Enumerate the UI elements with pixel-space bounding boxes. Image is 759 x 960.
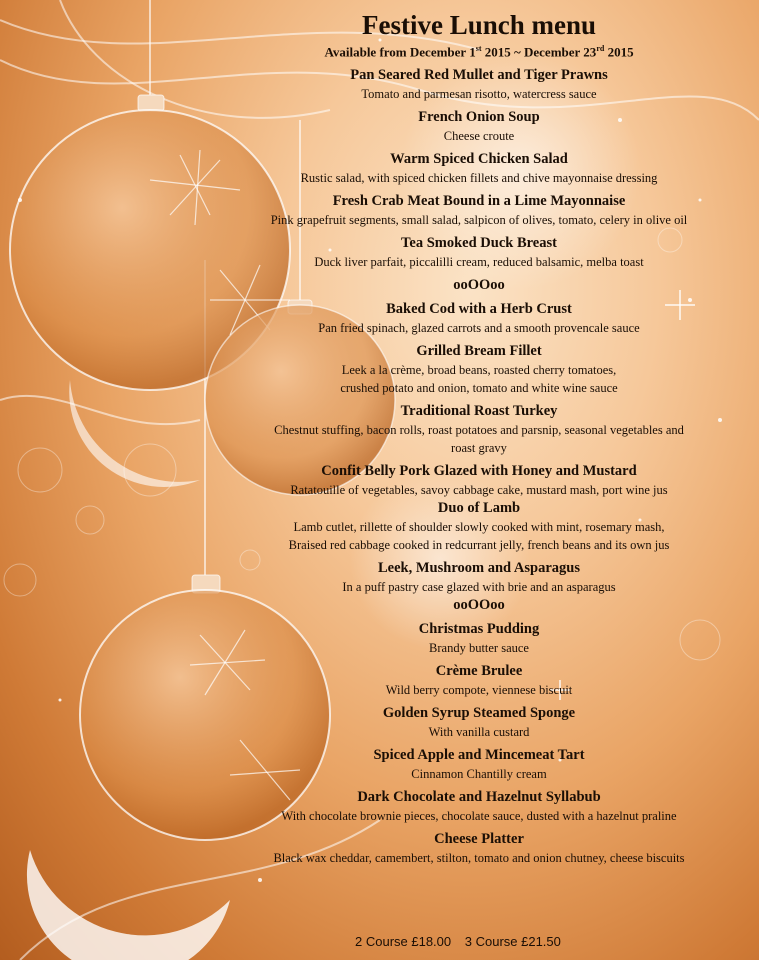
mains-section <box>215 300 743 596</box>
menu-item <box>215 704 743 741</box>
menu-item <box>215 402 743 457</box>
dish-description: With vanilla custard <box>428 725 530 740</box>
desserts-section <box>215 620 743 867</box>
dish-description: Rustic salad, with spiced chicken fillets and chive mayonnaise dressing <box>300 171 658 186</box>
three-course-price: 3 Course £21.50 <box>464 934 561 949</box>
dish-description-line-2: Braised red cabbage cooked in redcurrant jelly, french beans and its own jus <box>288 538 670 553</box>
dish-description-line-2: crushed potato and onion, tomato and white wine sauce <box>340 381 618 396</box>
dish-name: Tea Smoked Duck Breast <box>401 235 557 252</box>
menu-item <box>215 499 743 554</box>
availability-dates <box>215 40 743 61</box>
menu-item <box>215 342 743 397</box>
dish-description: Cinnamon Chantilly cream <box>411 767 547 782</box>
dish-description-line-2: roast gravy <box>451 441 507 456</box>
menu-item <box>215 108 743 145</box>
menu-item <box>215 300 743 337</box>
course-separator: ooOOoo <box>453 597 505 614</box>
dish-description: Pan fried spinach, glazed carrots and a smooth provencale sauce <box>318 321 640 336</box>
dish-description: Tomato and parmesan risotto, watercress sauce <box>361 87 597 102</box>
dish-name: Fresh Crab Meat Bound in a Lime Mayonnaise <box>332 193 626 210</box>
menu-title: Festive Lunch menu <box>361 10 596 40</box>
dish-name: Pan Seared Red Mullet and Tiger Prawns <box>350 67 608 84</box>
menu-item <box>215 662 743 699</box>
two-course-price: 2 Course £18.00 <box>355 934 452 949</box>
menu-item <box>215 192 743 229</box>
dish-name: Cheese Platter <box>434 831 524 848</box>
subtitle-ordinal-2: rd <box>596 44 605 53</box>
dish-name: Baked Cod with a Herb Crust <box>386 301 572 318</box>
dish-description: Pink grapefruit segments, small salad, salpicon of olives, tomato, celery in olive oil <box>270 213 688 228</box>
dish-name: Duo of Lamb <box>437 500 521 517</box>
menu-item <box>215 66 743 103</box>
dish-description: Cheese croute <box>443 129 515 144</box>
dish-name: Grilled Bream Fillet <box>416 343 542 360</box>
dish-description: Chestnut stuffing, bacon rolls, roast potatoes and parsnip, seasonal vegetables and <box>274 423 684 438</box>
dish-name: Warm Spiced Chicken Salad <box>390 151 568 168</box>
dish-name: Crème Brulee <box>435 663 523 680</box>
dish-name: French Onion Soup <box>418 109 540 126</box>
dish-name: Confit Belly Pork Glazed with Honey and Mustard <box>321 463 637 480</box>
menu-item <box>215 234 743 271</box>
dish-description: With chocolate brownie pieces, chocolate sauce, dusted with a hazelnut praline <box>281 809 677 824</box>
subtitle-start: Available from December 1 <box>324 44 476 60</box>
dish-description: Lamb cutlet, rillette of shoulder slowly cooked with mint, rosemary mash, <box>293 520 665 535</box>
subtitle-end: 2015 <box>604 44 634 60</box>
subtitle-middle: 2015 ~ December 23 <box>481 44 597 60</box>
menu-item <box>215 150 743 187</box>
menu-item <box>215 620 743 657</box>
dish-name: Golden Syrup Steamed Sponge <box>382 705 576 722</box>
festive-menu <box>215 10 743 867</box>
dish-name: Christmas Pudding <box>418 621 540 638</box>
menu-item <box>215 788 743 825</box>
dish-description: Brandy butter sauce <box>429 641 529 656</box>
dish-name: Dark Chocolate and Hazelnut Syllabub <box>357 789 601 806</box>
dish-name: Spiced Apple and Mincemeat Tart <box>373 747 585 764</box>
menu-item <box>215 830 743 867</box>
dish-name: Traditional Roast Turkey <box>400 403 558 420</box>
dish-description: Wild berry compote, viennese biscuit <box>385 683 573 698</box>
menu-item <box>215 462 743 499</box>
course-prices <box>355 934 571 949</box>
starters-section <box>215 66 743 271</box>
menu-item <box>215 559 743 596</box>
dish-description: Leek a la crème, broad beans, roasted cherry tomatoes, <box>341 363 617 378</box>
menu-item <box>215 746 743 783</box>
dish-description: In a puff pastry case glazed with brie and an asparagus <box>342 580 616 595</box>
dish-description: Duck liver parfait, piccalilli cream, reduced balsamic, melba toast <box>314 255 644 270</box>
dish-description: Ratatouille of vegetables, savoy cabbage cake, mustard mash, port wine jus <box>290 483 668 498</box>
dish-description: Black wax cheddar, camembert, stilton, tomato and onion chutney, cheese biscuits <box>273 851 685 866</box>
subtitle-ordinal-1: st <box>475 44 482 53</box>
dish-name: Leek, Mushroom and Asparagus <box>378 560 580 577</box>
course-separator: ooOOoo <box>453 277 505 294</box>
